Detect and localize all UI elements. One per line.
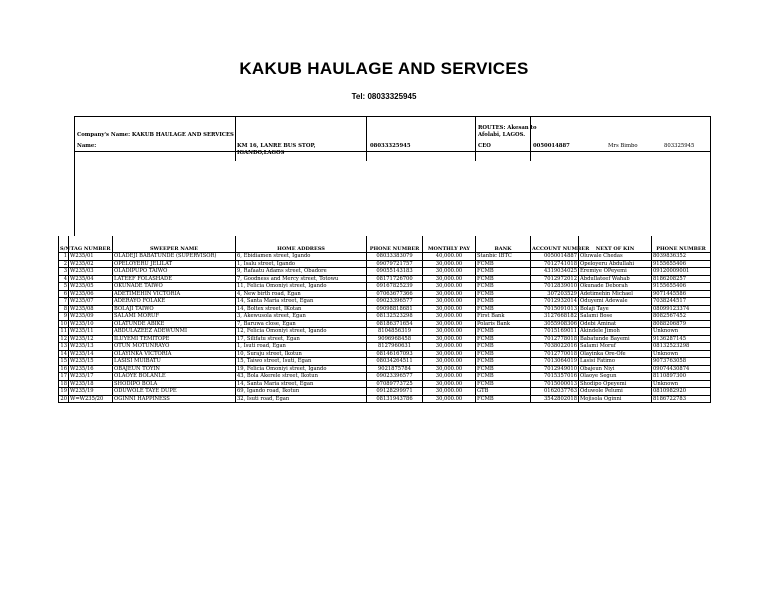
address-cell: 3, Akewusola street, Egan	[236, 313, 367, 321]
sweeper-name-cell: ILUYEMI TEMITOPE	[113, 335, 236, 343]
sweeper-name-cell: ODUWOLE TAYE DUPE	[113, 388, 236, 396]
phone-cell: 8127960631	[367, 343, 423, 351]
tag-cell: W235/12	[69, 335, 113, 343]
table-row	[59, 395, 711, 403]
bank-cell: FCMB	[476, 380, 531, 388]
table-row	[59, 268, 711, 276]
header-home-address: HOME ADDRESS	[236, 236, 367, 253]
account-cell: 7012839010	[531, 283, 579, 291]
info-divider-2	[366, 116, 367, 161]
account-cell: 7038022016	[531, 343, 579, 351]
bank-cell: FCMB	[476, 328, 531, 336]
phone-cell: 09098818681	[367, 305, 423, 313]
sn-cell: 10	[60, 320, 67, 327]
sweeper-name-cell: OLADIPUPO TAIWO	[113, 268, 236, 276]
kin-phone-cell: 9136287145	[652, 335, 711, 343]
kin-phone-cell: 9155655406	[652, 260, 711, 268]
header-bank: BANK	[476, 236, 531, 253]
kin-cell: Okunade Deborah	[579, 283, 652, 291]
pay-cell: 30,000.00	[423, 335, 476, 343]
sweeper-name-cell: BOLAJI TAIWO	[113, 305, 236, 313]
table-row	[59, 320, 711, 328]
sn-cell: 3	[59, 268, 69, 276]
bank-cell: Stanbic IBTC	[476, 253, 531, 261]
ceo-account: 0050014887	[533, 143, 570, 149]
address-cell: 15, Taiwo street, Isuti, Egan	[236, 358, 367, 366]
phone-cell: 08146167093	[367, 350, 423, 358]
pay-cell: 30,000.00	[423, 305, 476, 313]
bank-cell: FCMB	[476, 298, 531, 306]
account-cell: 7012932014	[531, 298, 579, 306]
account-cell: 7013064019	[531, 358, 579, 366]
sweeper-name-cell: OLADEJI BABATUNDE (SUPERVISOR)	[113, 253, 236, 261]
kin-phone-cell: 09074430874	[652, 365, 711, 373]
sn-cell: 19	[60, 388, 67, 395]
table-row	[59, 260, 711, 268]
kin-cell: Abdullateef Wahab	[579, 275, 652, 283]
account-cell: 3127668182	[531, 313, 579, 321]
account-cell: 0050014887	[531, 253, 579, 261]
header-sweeper-name: SWEEPER NAME	[113, 236, 236, 253]
sn-cell: 18	[60, 380, 67, 387]
tag-cell: W235/17	[69, 373, 113, 381]
sweeper-name-cell: SHODIPO BOLA	[113, 380, 236, 388]
account-cell: 3542802018	[531, 395, 579, 403]
phone-cell: 08132523298	[367, 313, 423, 321]
kin-phone-cell: 8186722783	[652, 395, 711, 403]
sweeper-name-cell: SALAMI MORUF	[113, 313, 236, 321]
header-account-number: ACCOUNT NUMBER	[531, 236, 579, 253]
kin-phone-cell: 8039836352	[652, 253, 711, 261]
tag-cell: W235/09	[69, 313, 113, 321]
sweeper-name-cell: OLATUNDE ABIKE	[113, 320, 236, 328]
tag-cell: W235/19	[69, 388, 113, 396]
sn-cell: 6	[59, 290, 69, 298]
kin-cell: Adetimehin Michael	[579, 290, 652, 298]
address-cell: 19, Felicia Omoniyi street, Igando	[236, 365, 367, 373]
kin-cell: Lasisi Fatimo	[579, 358, 652, 366]
header-next-of-kin: NEXT OF KIN	[579, 236, 652, 253]
sweeper-name-cell: OPELOYERU JELILAT	[113, 260, 236, 268]
table-row	[59, 253, 711, 261]
tag-cell: W=W235/20	[69, 395, 113, 403]
bank-cell: FCMB	[476, 290, 531, 298]
kin-phone-cell: 8186208257	[652, 275, 711, 283]
kin-phone-cell: 8088206879	[652, 320, 711, 328]
header-kin-phone: PHONE NUMBER	[652, 236, 711, 253]
sn-cell: 5	[59, 283, 69, 291]
sweeper-name-cell: OGINNI HAPPINESS	[113, 395, 236, 403]
sweeper-name-cell: OKUNADE TAIWO	[113, 283, 236, 291]
sweeper-table	[58, 236, 711, 403]
bank-cell: FCMB	[476, 305, 531, 313]
table-row	[59, 350, 711, 358]
info-left-border	[74, 116, 75, 236]
phone-cell: 08131943786	[367, 395, 423, 403]
sn-cell: 17	[60, 373, 67, 380]
bank-cell: FCMB	[476, 358, 531, 366]
info-right-border	[710, 116, 711, 236]
kin-phone-cell: 9155655406	[652, 283, 711, 291]
pay-cell: 30,000.00	[423, 358, 476, 366]
phone-cell: 09023396577	[367, 373, 423, 381]
kin-cell: Obajeun Niyi	[579, 365, 652, 373]
tag-cell: W235/14	[69, 350, 113, 358]
tag-cell: W235/05	[69, 283, 113, 291]
account-cell: 7012741018	[531, 260, 579, 268]
pay-cell: 30,000.00	[423, 350, 476, 358]
address-cell: 7, Baruwa close, Egan	[236, 320, 367, 328]
tag-cell: W235/07	[69, 298, 113, 306]
address-cell: 17, Silifatu street, Egan	[236, 335, 367, 343]
bank-cell: FCMB	[476, 365, 531, 373]
tag-cell: W235/18	[69, 380, 113, 388]
staff-sheet	[58, 116, 710, 458]
sweeper-name-cell: ADETIMEHIN VICTORIA	[113, 290, 236, 298]
pay-cell: 30,000.00	[423, 395, 476, 403]
pay-cell: 30,000.00	[423, 298, 476, 306]
kin-cell: Oduyemi Adewale	[579, 298, 652, 306]
tag-cell: W235/08	[69, 305, 113, 313]
sweeper-name-cell: ABDULAZEEZ ADEWUNMI	[113, 328, 236, 336]
ceo-phone: 803325945	[664, 143, 695, 149]
sn-cell: 11	[60, 328, 67, 335]
address-cell: 43, Bola Akerele street, Ikotun	[236, 373, 367, 381]
sn-cell: 13	[60, 343, 67, 350]
pay-cell: 30,000.00	[423, 283, 476, 291]
sn-cell: 12	[60, 335, 67, 342]
sn-cell: 14	[60, 350, 67, 357]
table-row	[59, 343, 711, 351]
pay-cell: 30,000.00	[423, 388, 476, 396]
name-label: Name:	[77, 143, 97, 149]
sn-cell: 7	[59, 298, 69, 306]
account-cell: 7012972012	[531, 275, 579, 283]
tag-cell: W235/15	[69, 358, 113, 366]
header-tag-number: TAG NUMBER	[69, 236, 113, 253]
phone-cell: 09023396577	[367, 298, 423, 306]
bank-cell: FCMB	[476, 373, 531, 381]
document-title: KAKUB HAULAGE AND SERVICES	[239, 59, 529, 78]
kin-phone-cell: 8110897300	[652, 373, 711, 381]
kin-cell: Oluwale Chedas	[579, 253, 652, 261]
kin-cell: Mojisola Oginni	[579, 395, 652, 403]
phone-cell: 09167825239	[367, 283, 423, 291]
bank-cell: FCMB	[476, 335, 531, 343]
kin-phone-cell: 7038244517	[652, 298, 711, 306]
table-row	[59, 298, 711, 306]
sn-cell: 8	[59, 305, 69, 313]
kin-phone-cell: Unknown	[652, 328, 711, 336]
phone-cell: 09055143183	[367, 268, 423, 276]
sweeper-name-cell: OLAYINKA VICTORIA	[113, 350, 236, 358]
table-row	[59, 358, 711, 366]
address-cell: 7, Goodness and Mercy street, Totowu	[236, 275, 367, 283]
kin-phone-cell: 9071445586	[652, 290, 711, 298]
header-monthly-pay: MONTHLY PAY	[423, 236, 476, 253]
info-mid-border	[74, 151, 710, 152]
phone-cell: 9096968458	[367, 335, 423, 343]
kin-cell: Salami Moruf	[579, 343, 652, 351]
phone-cell: 8104856319	[367, 328, 423, 336]
account-cell: 3055908306	[531, 320, 579, 328]
address-cell: 1, Isuti road, Egan	[236, 343, 367, 351]
kin-phone-cell: Unknown	[652, 380, 711, 388]
phone-cell: 9021875784	[367, 365, 423, 373]
kin-cell: Opeloyeru Abdullahi	[579, 260, 652, 268]
phone-cell: 08186371654	[367, 320, 423, 328]
table-row	[59, 290, 711, 298]
ceo-label: CEO	[478, 143, 491, 149]
table-row	[59, 328, 711, 336]
account-cell: 7012778018	[531, 335, 579, 343]
address-cell: 6, Ebidiamen street, Igando	[236, 253, 367, 261]
bank-cell: FCMB	[476, 283, 531, 291]
ceo-name: Mrs Bimbo	[608, 143, 638, 149]
kin-phone-cell: Unknown	[652, 350, 711, 358]
info-divider-1	[235, 116, 236, 161]
account-cell: 307203529	[531, 290, 579, 298]
phone-cell: 07063677366	[367, 290, 423, 298]
table-row	[59, 313, 711, 321]
tag-cell: W235/06	[69, 290, 113, 298]
pay-cell: 30,000.00	[423, 320, 476, 328]
account-cell: 4319034025	[531, 268, 579, 276]
kin-cell: Olayinka Ore-Ofe	[579, 350, 652, 358]
pay-cell: 30,000.00	[423, 290, 476, 298]
sweeper-name-cell: OTUN MOTUNRAYO	[113, 343, 236, 351]
table-row	[59, 373, 711, 381]
phone-cell: 08033383079	[367, 253, 423, 261]
account-cell: 7015169011	[531, 328, 579, 336]
sn-cell: 9	[59, 313, 69, 321]
kin-phone-cell: 8082567452	[652, 313, 711, 321]
tag-cell: W235/10	[69, 320, 113, 328]
address-cell: 4, New birth road, Egan	[236, 290, 367, 298]
sweeper-name-cell: LASISI MUIBATU	[113, 358, 236, 366]
kin-phone-cell: 09120009001	[652, 268, 711, 276]
tag-cell: W235/11	[69, 328, 113, 336]
pay-cell: 30,000.00	[423, 365, 476, 373]
address-cell: 9, Rafaatu Adams street, Obadore	[236, 268, 367, 276]
address-cell: 11, Felicia Omoniyi street, Igando	[236, 283, 367, 291]
table-row	[59, 388, 711, 396]
tag-cell: W235/03	[69, 268, 113, 276]
info-top-border	[74, 116, 710, 117]
kin-phone-cell: 9073763058	[652, 358, 711, 366]
kin-phone-cell: 0810982920	[652, 388, 711, 396]
tag-cell: W235/04	[69, 275, 113, 283]
company-address: KM 16, LANRE BUS STOP, IGANDO,LAGOS	[237, 143, 316, 156]
pay-cell: 30,000.00	[423, 343, 476, 351]
kin-cell: Eremiye OPeyemi	[579, 268, 652, 276]
routes-label: ROUTES: Akesan to Afolabi, LAGOS.	[478, 125, 537, 138]
account-cell: 7012949010	[531, 365, 579, 373]
header-phone-number: PHONE NUMBER	[367, 236, 423, 253]
sweeper-name-cell: OLAOYE BOLANLE	[113, 373, 236, 381]
company-phone: 08033325945	[370, 143, 411, 149]
address-cell: 32, Isuti road, Egan	[236, 395, 367, 403]
sweeper-name-cell: OBAJEUN TOYIN	[113, 365, 236, 373]
kin-cell: Salami Bose	[579, 313, 652, 321]
bank-cell: FCMB	[476, 275, 531, 283]
table-row	[59, 365, 711, 373]
phone-cell: 08171726700	[367, 275, 423, 283]
pay-cell: 40,000.00	[423, 253, 476, 261]
bank-cell: Polaris Bank	[476, 320, 531, 328]
tag-cell: W235/02	[69, 260, 113, 268]
pay-cell: 30,000.00	[423, 380, 476, 388]
account-cell: 7015000013	[531, 380, 579, 388]
table-row	[59, 305, 711, 313]
sn-cell: 4	[59, 275, 69, 283]
table-row	[59, 283, 711, 291]
bank-cell: FCMB	[476, 350, 531, 358]
address-cell: 14, Santa Maria street, Egan	[236, 298, 367, 306]
sweeper-name-cell: ADERAYO FOLAKE	[113, 298, 236, 306]
pay-cell: 30,000.00	[423, 328, 476, 336]
table-header-row	[59, 236, 711, 253]
telephone-line: Tel: 08033325945	[351, 92, 417, 101]
account-cell: 7012770018	[531, 350, 579, 358]
kin-cell: Olaoye Segun	[579, 373, 652, 381]
info-divider-3	[475, 116, 476, 161]
phone-cell: 08034264511	[367, 358, 423, 366]
pay-cell: 30,000.00	[423, 313, 476, 321]
table-row	[59, 275, 711, 283]
kin-cell: Akindele Jimoh	[579, 328, 652, 336]
bank-cell: FCMB	[476, 260, 531, 268]
phone-cell: 09128299971	[367, 388, 423, 396]
pay-cell: 30,000.00	[423, 275, 476, 283]
tag-cell: W235/01	[69, 253, 113, 261]
sn-cell: 2	[59, 260, 69, 268]
sn-cell: 1	[59, 253, 69, 261]
address-cell: 14, Santa Maria street, Egan	[236, 380, 367, 388]
tag-cell: W235/16	[69, 365, 113, 373]
account-cell: 7015357016	[531, 373, 579, 381]
kin-cell: Bolaji Taye	[579, 305, 652, 313]
address-cell: 1, Isalu street, Igando	[236, 260, 367, 268]
pay-cell: 30,000.00	[423, 268, 476, 276]
tag-cell: W235/13	[69, 343, 113, 351]
bank-cell: FCMB	[476, 395, 531, 403]
kin-phone-cell: 08099123374	[652, 305, 711, 313]
bank-cell: FCMB	[476, 268, 531, 276]
kin-cell: Odebi Aminat	[579, 320, 652, 328]
kin-phone-cell: 08132523298	[652, 343, 711, 351]
kin-cell: Shodipo Opeyemi	[579, 380, 652, 388]
sn-cell: 16	[60, 365, 67, 372]
bank-cell: FCMB	[476, 343, 531, 351]
sweeper-name-cell: LATEEF FOLASHADE	[113, 275, 236, 283]
bank-cell: GTB	[476, 388, 531, 396]
company-name-label: Company's Name: KAKUB HAULAGE AND SERVICES	[77, 132, 234, 138]
table-row	[59, 380, 711, 388]
kin-cell: Babatunde Bayemi	[579, 335, 652, 343]
phone-cell: 07089773725	[367, 380, 423, 388]
account-cell: 0162037763	[531, 388, 579, 396]
address-cell: 12, Felicia Omoniyi street, Igando	[236, 328, 367, 336]
address-cell: 10, Suraju street, Ikotun	[236, 350, 367, 358]
address-cell: 14, Boltex street, IKotan	[236, 305, 367, 313]
sn-cell: 15	[60, 358, 67, 365]
pay-cell: 30,000.00	[423, 260, 476, 268]
address-cell: 69, Igando road, Ikotun	[236, 388, 367, 396]
header-sn: S/N	[59, 236, 69, 253]
pay-cell: 30,000.00	[423, 373, 476, 381]
bank-cell: First Bank	[476, 313, 531, 321]
kin-cell: Oduwole Pelumi	[579, 388, 652, 396]
phone-cell: 09079721757	[367, 260, 423, 268]
sn-cell: 20	[60, 395, 67, 402]
table-row	[59, 335, 711, 343]
account-cell: 7015091013	[531, 305, 579, 313]
